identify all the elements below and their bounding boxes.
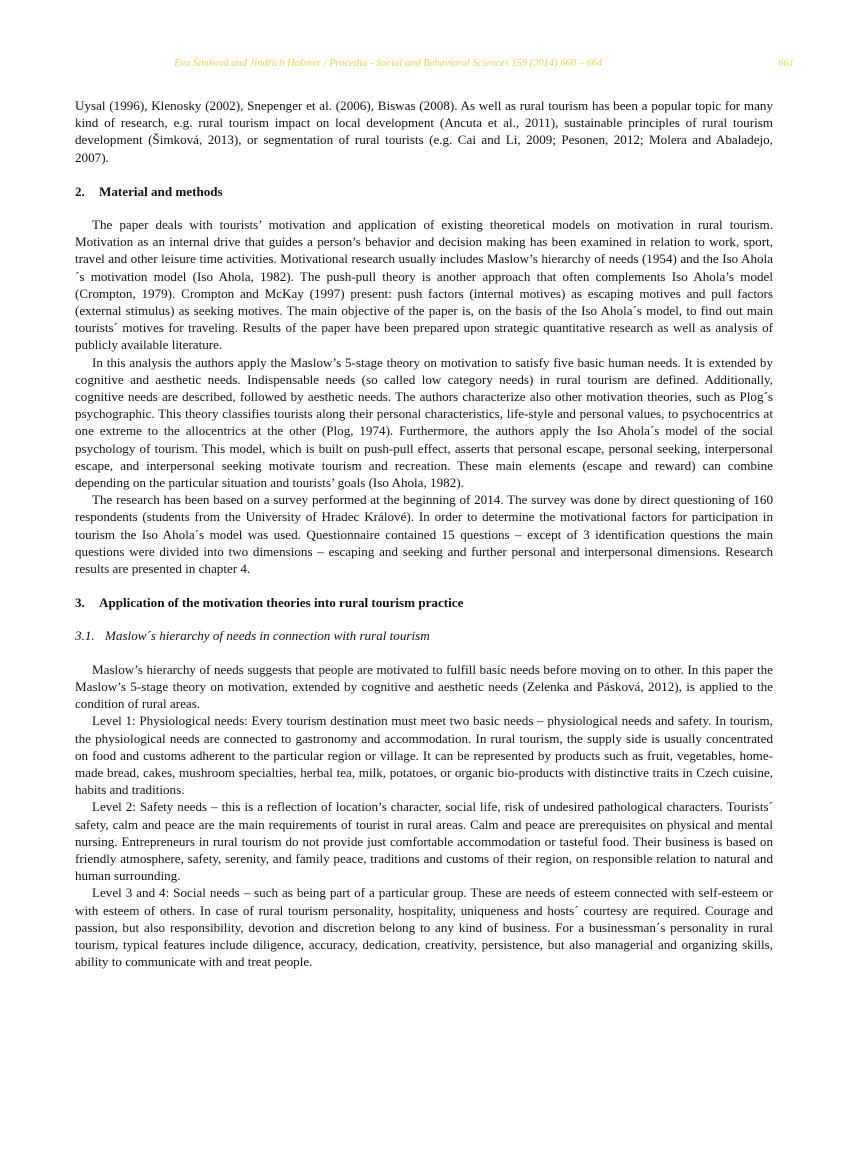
subsection-number: 3.1. <box>75 628 95 644</box>
page-number: 661 <box>778 58 794 69</box>
article-body <box>75 97 773 970</box>
section-heading-application <box>75 594 773 611</box>
paragraph: Level 2: Safety needs – this is a reflection of location’s character, social life, risk of undesired pathological characters. Tourists´ safety, calm and peace are the main requirements of tourist in rural areas. Calm and peace are prerequisites on physical and mental nursing. Entrepreneurs in rural tourism do not provide just comfortable accommodation or tasteful food. Their business is based on friendly atmosphere, safety, serenity, and family peace, traditions and customs of their region, on responsible relation to natural and human surrounding. <box>75 799 773 884</box>
section-title: Material and methods <box>99 183 223 199</box>
section-number: 3. <box>75 595 85 611</box>
paragraph: In this analysis the authors apply the Maslow’s 5-stage theory on motivation to satisfy five basic human needs. It is extended by cognitive and aesthetic needs. Indispensable needs (so called low category needs) in rural tourism are defined. Additionally, cognitive needs are described, followed by aesthetic needs. The authors characterize also other motivation theories, such as Plog´s psychographic. This theory classifies tourists along their personal characteristics, life-style and personal values, to psychocentrics at one extreme to the allocentrics at the other (Plog, 1974). Furthermore, the authors apply the Iso Ahola´s model of the social psychology of tourism. This model, which is built on push-pull effect, asserts that personal escape, personal seeking, interpersonal escape, and interpersonal seeking motivate tourism and recreation. These main elements (escape and reward) can combine depending on the particular situation and tourists’ goals (Iso Ahola, 1982). <box>75 354 773 491</box>
running-title: Eva Šimková and Jindřich Holzner / Procedia - Social and Behavioral Sciences 159 (2014) 660 – 664 <box>174 58 603 69</box>
subsection-title: Maslow´s hierarchy of needs in connection with rural tourism <box>105 628 430 644</box>
paragraph: Maslow’s hierarchy of needs suggests that people are motivated to fulfill basic needs before moving on to other. In this paper the Maslow’s 5-stage theory on motivation, extended by cognitive and aesthetic needs (Zelenka and Pásková, 2012), is applied to the condition of rural areas. <box>75 661 773 712</box>
subsection-heading-maslow <box>75 627 773 644</box>
paragraph: Level 1: Physiological needs: Every tourism destination must meet two basic needs – physiological needs and safety. In tourism, the physiological needs are connected to gastronomy and accommodation. In rural tourism, the supply side is usually concentrated on food and customs adherent to the particular region or village. It can be represented by products such as fruit, vegetables, home-made bread, cakes, mushroom specialties, herbal tea, milk, potatoes, or organic bio-products with distinctive traits in Czech cuisine, habits and traditions. <box>75 713 773 798</box>
section-number: 2. <box>75 183 85 199</box>
section-heading-material-methods <box>75 183 773 200</box>
section-title: Application of the motivation theories into rural tourism practice <box>99 595 464 611</box>
paragraph: The research has been based on a survey performed at the beginning of 2014. The survey was done by direct questioning of 160 respondents (students from the University of Hradec Králové). In order to determine the motivational factors for participation in tourism the Iso Ahola´s model was used. Questionnaire contained 15 questions – except of 3 identification questions the main questions were divided into two dimensions – escaping and seeking and further personal and interpersonal dimensions. Research results are presented in chapter 4. <box>75 492 773 577</box>
paragraph: Level 3 and 4: Social needs – such as being part of a particular group. These are needs of esteem connected with self-esteem or with esteem of others. In case of rural tourism personality, hospitality, uniqueness and hosts´ courtesy are required. Courage and passion, but also responsibility, devotion and discretion belong to any kind of business. For a businessman´s personality in rural tourism, typical features include diligence, accuracy, dedication, creativity, persistence, but also managerial and organizing skills, ability to communicate with and treat people. <box>75 885 773 970</box>
running-header <box>0 58 846 74</box>
intro-paragraph: Uysal (1996), Klenosky (2002), Snepenger et al. (2006), Biswas (2008). As well as rural tourism has been a popular topic for many kind of research, e.g. rural tourism impact on local development (Ancuta et al., 2011), sustainable principles of rural tourism development (Šimková, 2013), or segmentation of rural tourists (e.g. Cai and Li, 2009; Pesonen, 2012; Molera and Abaladejo, 2007). <box>75 98 773 165</box>
paragraph: The paper deals with tourists’ motivation and application of existing theoretical models on motivation in rural tourism. Motivation as an internal drive that guides a person’s behavior and decision making has been examined in relation to work, sport, travel and other leisure time activities. Motivational research usually includes Maslow’s hierarchy of needs (1954) and the Iso Ahola´s motivation model (Iso Ahola, 1982). The push-pull theory is another approach that often complements Iso Ahola’s model (Crompton, 1979). Crompton and McKay (1997) present: push factors (internal motives) as escaping motives and pull factors (external stimulus) as seeking motives. The main objective of the paper is, on the basis of the Iso Ahola´s model, to find out main tourists´ motives for traveling. Results of the paper have been prepared upon strategic quantitative research as well as analysis of publicly available literature. <box>75 217 773 353</box>
